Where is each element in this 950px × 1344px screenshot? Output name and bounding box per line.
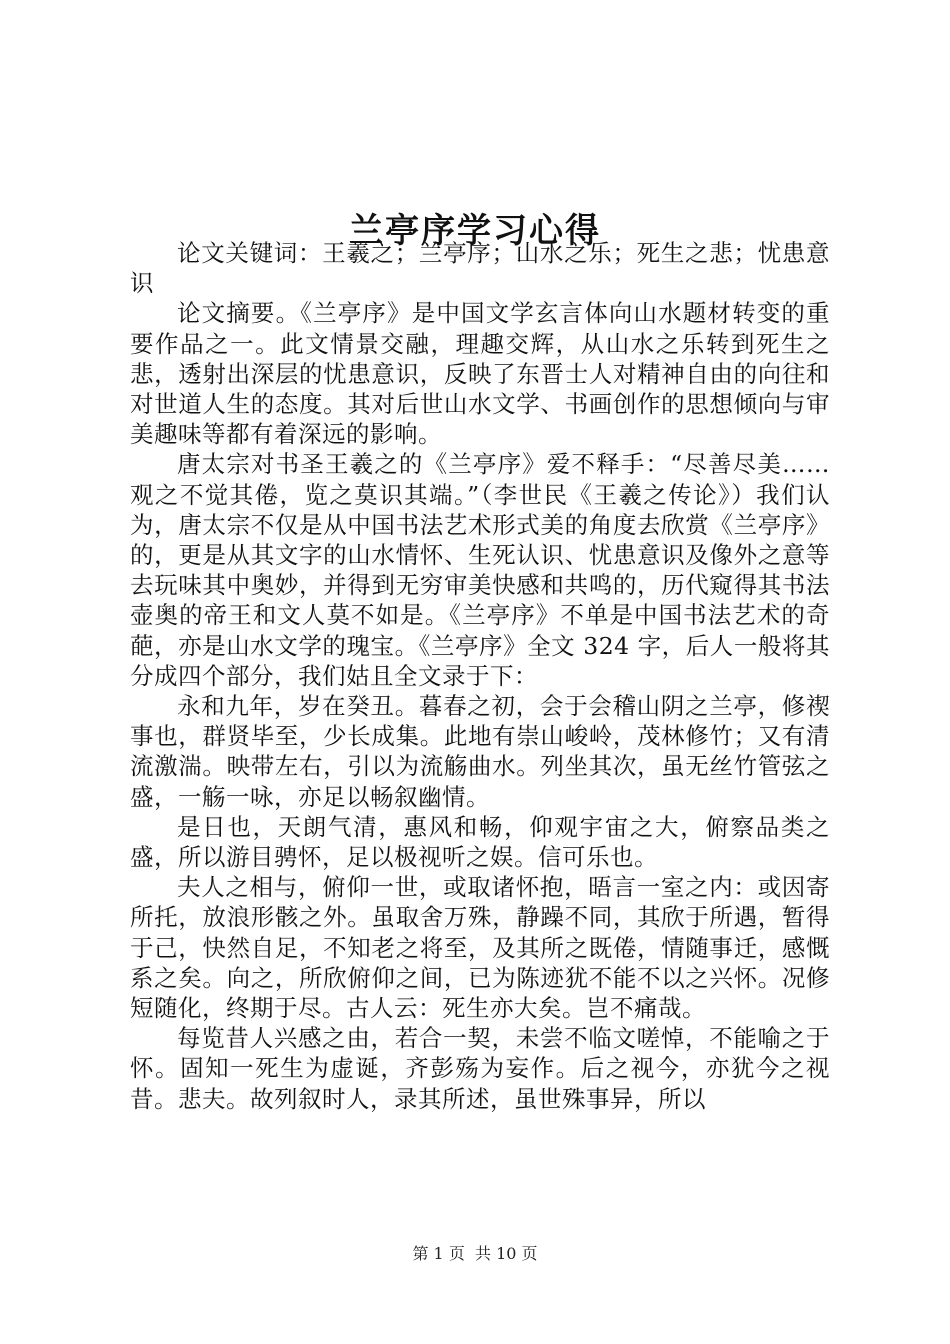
quoted-text-paragraph: 是日也，天朗气清，惠风和畅，仰观宇宙之大，俯察品类之盛，所以游目骋怀，足以极视听之娱。信可乐也。 <box>130 812 830 872</box>
page-title: 兰亭序学习心得 <box>349 210 601 251</box>
quoted-text-paragraph: 永和九年，岁在癸丑。暮春之初，会于会稽山阴之兰亭，修禊事也，群贤毕至，少长成集。此地有崇山峻岭，茂林修竹；又有清流激湍。映带左右，引以为流觞曲水。列坐其次，虽无丝竹管弦之盛，一觞一咏，亦足以畅叙幽情。 <box>130 692 830 811</box>
quoted-text-paragraph: 每览昔人兴感之由，若合一契，未尝不临文嗟悼，不能喻之于怀。固知一死生为虚诞，齐彭殇为妄作。后之视今，亦犹今之视昔。悲夫。故列叙时人，录其所述，虽世殊事异，所以 <box>130 1024 830 1113</box>
page-number-footer: 第 1 页 共 10 页 <box>412 1244 538 1263</box>
document-body <box>130 238 830 1114</box>
keywords-paragraph: 论文关键词：王羲之；兰亭序；山水之乐；死生之悲；忧患意识 <box>130 239 830 298</box>
quoted-text-paragraph: 夫人之相与，俯仰一世，或取诸怀抱，晤言一室之内：或因寄所托，放浪形骸之外。虽取舍万殊，静躁不同，其欣于所遇，暂得于己，快然自足，不知老之将至，及其所之既倦，情随事迁，感慨系之矣。向之，所欣俯仰之间，已为陈迹犹不能不以之兴怀。况修短随化，终期于尽。古人云：死生亦大矣。岂不痛哉。 <box>130 873 830 1023</box>
abstract-paragraph: 论文摘要。《兰亭序》是中国文学玄言体向山水题材转变的重要作品之一。此文情景交融，理趣交辉，从山水之乐转到死生之悲，透射出深层的忧患意识，反映了东晋士人对精神自由的向往和对世道人生的态度。其对后世山水文学、书画创作的思想倾向与审美趣味等都有着深远的影响。 <box>130 299 830 449</box>
body-paragraph: 唐太宗对书圣王羲之的《兰亭序》爱不释手：“尽善尽美……观之不觉其倦，览之莫识其端。”（李世民《王羲之传论》）我们认为，唐太宗不仅是从中国书法艺术形式美的角度去欣赏《兰亭序》的，更是从其文字的山水情怀、生死认识、忧患意识及像外之意等去玩味其中奥妙，并得到无穷审美快感和共鸣的，历代窥得其书法壶奥的帝王和文人莫不如是。《兰亭序》不单是中国书法艺术的奇葩，亦是山水文学的瑰宝。《兰亭序》全文 324 字，后人一般将其分成四个部分，我们姑且全文录于下： <box>130 450 830 690</box>
